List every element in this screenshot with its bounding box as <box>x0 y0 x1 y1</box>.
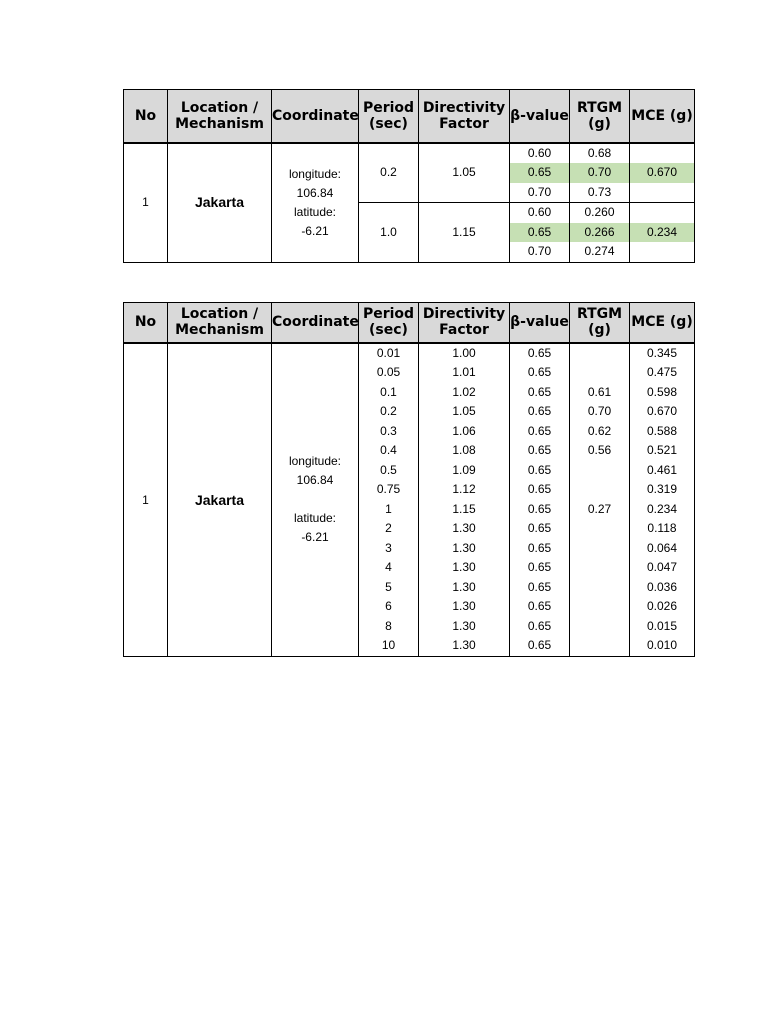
rtgm-cell: 0.70 <box>570 402 630 422</box>
mce-cell <box>630 143 695 164</box>
mce-cell: 0.036 <box>630 578 695 598</box>
header-rtgm: RTGM (g) <box>570 90 630 143</box>
directivity-cell: 1.00 <box>419 343 510 364</box>
period-cell: 0.01 <box>359 343 419 364</box>
mce-cell <box>630 242 695 262</box>
coordinate-cell <box>272 343 359 657</box>
rtgm-cell <box>570 578 630 598</box>
header-mce: MCE (g) <box>630 303 695 343</box>
beta-cell: 0.65 <box>510 636 570 656</box>
beta-cell: 0.65 <box>510 539 570 559</box>
beta-cell: 0.65 <box>510 383 570 403</box>
period-cell: 0.2 <box>359 402 419 422</box>
mce-cell <box>630 203 695 223</box>
table-header-row <box>124 303 695 343</box>
mce-cell: 0.015 <box>630 617 695 637</box>
beta-cell: 0.65 <box>510 363 570 383</box>
rtgm-cell: 0.56 <box>570 441 630 461</box>
header-directivity: Directivity Factor <box>419 90 510 143</box>
beta-cell: 0.65 <box>510 163 570 183</box>
period-cell: 1.0 <box>359 203 419 263</box>
beta-cell: 0.70 <box>510 242 570 262</box>
rtgm-beta-table <box>123 89 695 263</box>
mce-period-table <box>123 302 695 657</box>
longitude-value: 106.84 <box>296 185 334 200</box>
beta-cell: 0.65 <box>510 461 570 481</box>
mce-cell: 0.521 <box>630 441 695 461</box>
latitude-value: -6.21 <box>301 530 329 544</box>
directivity-cell: 1.30 <box>419 617 510 637</box>
longitude-label: longitude: <box>288 166 342 181</box>
header-location: Location / Mechanism <box>168 303 272 343</box>
mce-cell: 0.047 <box>630 558 695 578</box>
directivity-cell: 1.30 <box>419 636 510 656</box>
directivity-cell: 1.02 <box>419 383 510 403</box>
mce-cell: 0.319 <box>630 480 695 500</box>
rtgm-cell <box>570 617 630 637</box>
mce-cell: 0.234 <box>630 223 695 243</box>
directivity-cell: 1.30 <box>419 597 510 617</box>
period-cell: 0.2 <box>359 143 419 203</box>
mce-cell: 0.598 <box>630 383 695 403</box>
rtgm-cell <box>570 461 630 481</box>
mce-cell: 0.588 <box>630 422 695 442</box>
beta-cell: 0.60 <box>510 203 570 223</box>
period-cell: 8 <box>359 617 419 637</box>
header-mce: MCE (g) <box>630 90 695 143</box>
directivity-cell: 1.15 <box>419 500 510 520</box>
mce-cell <box>630 183 695 203</box>
beta-cell: 0.65 <box>510 441 570 461</box>
period-cell: 0.75 <box>359 480 419 500</box>
rtgm-cell: 0.70 <box>570 163 630 183</box>
directivity-cell: 1.30 <box>419 519 510 539</box>
mce-cell: 0.118 <box>630 519 695 539</box>
rtgm-cell <box>570 597 630 617</box>
beta-cell: 0.65 <box>510 422 570 442</box>
directivity-cell: 1.30 <box>419 558 510 578</box>
period-cell: 0.4 <box>359 441 419 461</box>
beta-cell: 0.70 <box>510 183 570 203</box>
location-name: Jakarta <box>168 143 272 263</box>
longitude-label: longitude: <box>288 454 342 468</box>
directivity-cell: 1.05 <box>419 143 510 203</box>
header-no: No <box>124 303 168 343</box>
latitude-label: latitude: <box>293 204 337 219</box>
directivity-cell: 1.05 <box>419 402 510 422</box>
beta-cell: 0.65 <box>510 500 570 520</box>
table-row <box>124 143 695 164</box>
longitude-value: 106.84 <box>296 473 334 487</box>
rtgm-cell <box>570 480 630 500</box>
period-cell: 0.5 <box>359 461 419 481</box>
period-cell: 10 <box>359 636 419 656</box>
header-coordinate: Coordinate <box>272 90 359 143</box>
row-no: 1 <box>124 143 168 263</box>
beta-cell: 0.65 <box>510 578 570 598</box>
mce-cell: 0.475 <box>630 363 695 383</box>
beta-cell: 0.65 <box>510 223 570 243</box>
beta-cell: 0.65 <box>510 480 570 500</box>
beta-cell: 0.65 <box>510 558 570 578</box>
header-beta: β-value <box>510 90 570 143</box>
directivity-cell: 1.30 <box>419 578 510 598</box>
header-period: Period (sec) <box>359 303 419 343</box>
mce-cell: 0.010 <box>630 636 695 656</box>
rtgm-cell: 0.27 <box>570 500 630 520</box>
header-no: No <box>124 90 168 143</box>
rtgm-cell: 0.274 <box>570 242 630 262</box>
beta-cell: 0.65 <box>510 343 570 364</box>
directivity-cell: 1.06 <box>419 422 510 442</box>
period-cell: 5 <box>359 578 419 598</box>
mce-cell: 0.345 <box>630 343 695 364</box>
header-rtgm: RTGM (g) <box>570 303 630 343</box>
row-no: 1 <box>124 343 168 657</box>
mce-cell: 0.234 <box>630 500 695 520</box>
directivity-cell: 1.30 <box>419 539 510 559</box>
directivity-cell: 1.09 <box>419 461 510 481</box>
table-row <box>124 343 695 364</box>
latitude-label: latitude: <box>293 511 337 525</box>
rtgm-cell: 0.68 <box>570 143 630 164</box>
beta-cell: 0.65 <box>510 597 570 617</box>
rtgm-cell: 0.73 <box>570 183 630 203</box>
mce-cell: 0.064 <box>630 539 695 559</box>
beta-cell: 0.65 <box>510 617 570 637</box>
rtgm-cell <box>570 363 630 383</box>
header-directivity: Directivity Factor <box>419 303 510 343</box>
latitude-value: -6.21 <box>301 223 329 238</box>
beta-cell: 0.60 <box>510 143 570 164</box>
directivity-cell: 1.15 <box>419 203 510 263</box>
beta-cell: 0.65 <box>510 519 570 539</box>
header-beta: β-value <box>510 303 570 343</box>
mce-cell: 0.026 <box>630 597 695 617</box>
mce-cell: 0.670 <box>630 402 695 422</box>
rtgm-cell <box>570 343 630 364</box>
period-cell: 0.3 <box>359 422 419 442</box>
table-header-row <box>124 90 695 143</box>
rtgm-cell <box>570 539 630 559</box>
rtgm-cell <box>570 519 630 539</box>
rtgm-cell: 0.260 <box>570 203 630 223</box>
header-location: Location / Mechanism <box>168 90 272 143</box>
directivity-cell: 1.08 <box>419 441 510 461</box>
rtgm-cell <box>570 636 630 656</box>
period-cell: 0.1 <box>359 383 419 403</box>
directivity-cell: 1.01 <box>419 363 510 383</box>
header-period: Period (sec) <box>359 90 419 143</box>
period-cell: 0.05 <box>359 363 419 383</box>
rtgm-cell: 0.62 <box>570 422 630 442</box>
mce-cell: 0.461 <box>630 461 695 481</box>
rtgm-cell: 0.61 <box>570 383 630 403</box>
location-name: Jakarta <box>168 343 272 657</box>
coordinate-cell <box>272 143 359 263</box>
period-cell: 3 <box>359 539 419 559</box>
rtgm-cell <box>570 558 630 578</box>
directivity-cell: 1.12 <box>419 480 510 500</box>
period-cell: 4 <box>359 558 419 578</box>
beta-cell: 0.65 <box>510 402 570 422</box>
period-cell: 2 <box>359 519 419 539</box>
period-cell: 1 <box>359 500 419 520</box>
period-cell: 6 <box>359 597 419 617</box>
mce-cell: 0.670 <box>630 163 695 183</box>
rtgm-cell: 0.266 <box>570 223 630 243</box>
header-coordinate: Coordinate <box>272 303 359 343</box>
